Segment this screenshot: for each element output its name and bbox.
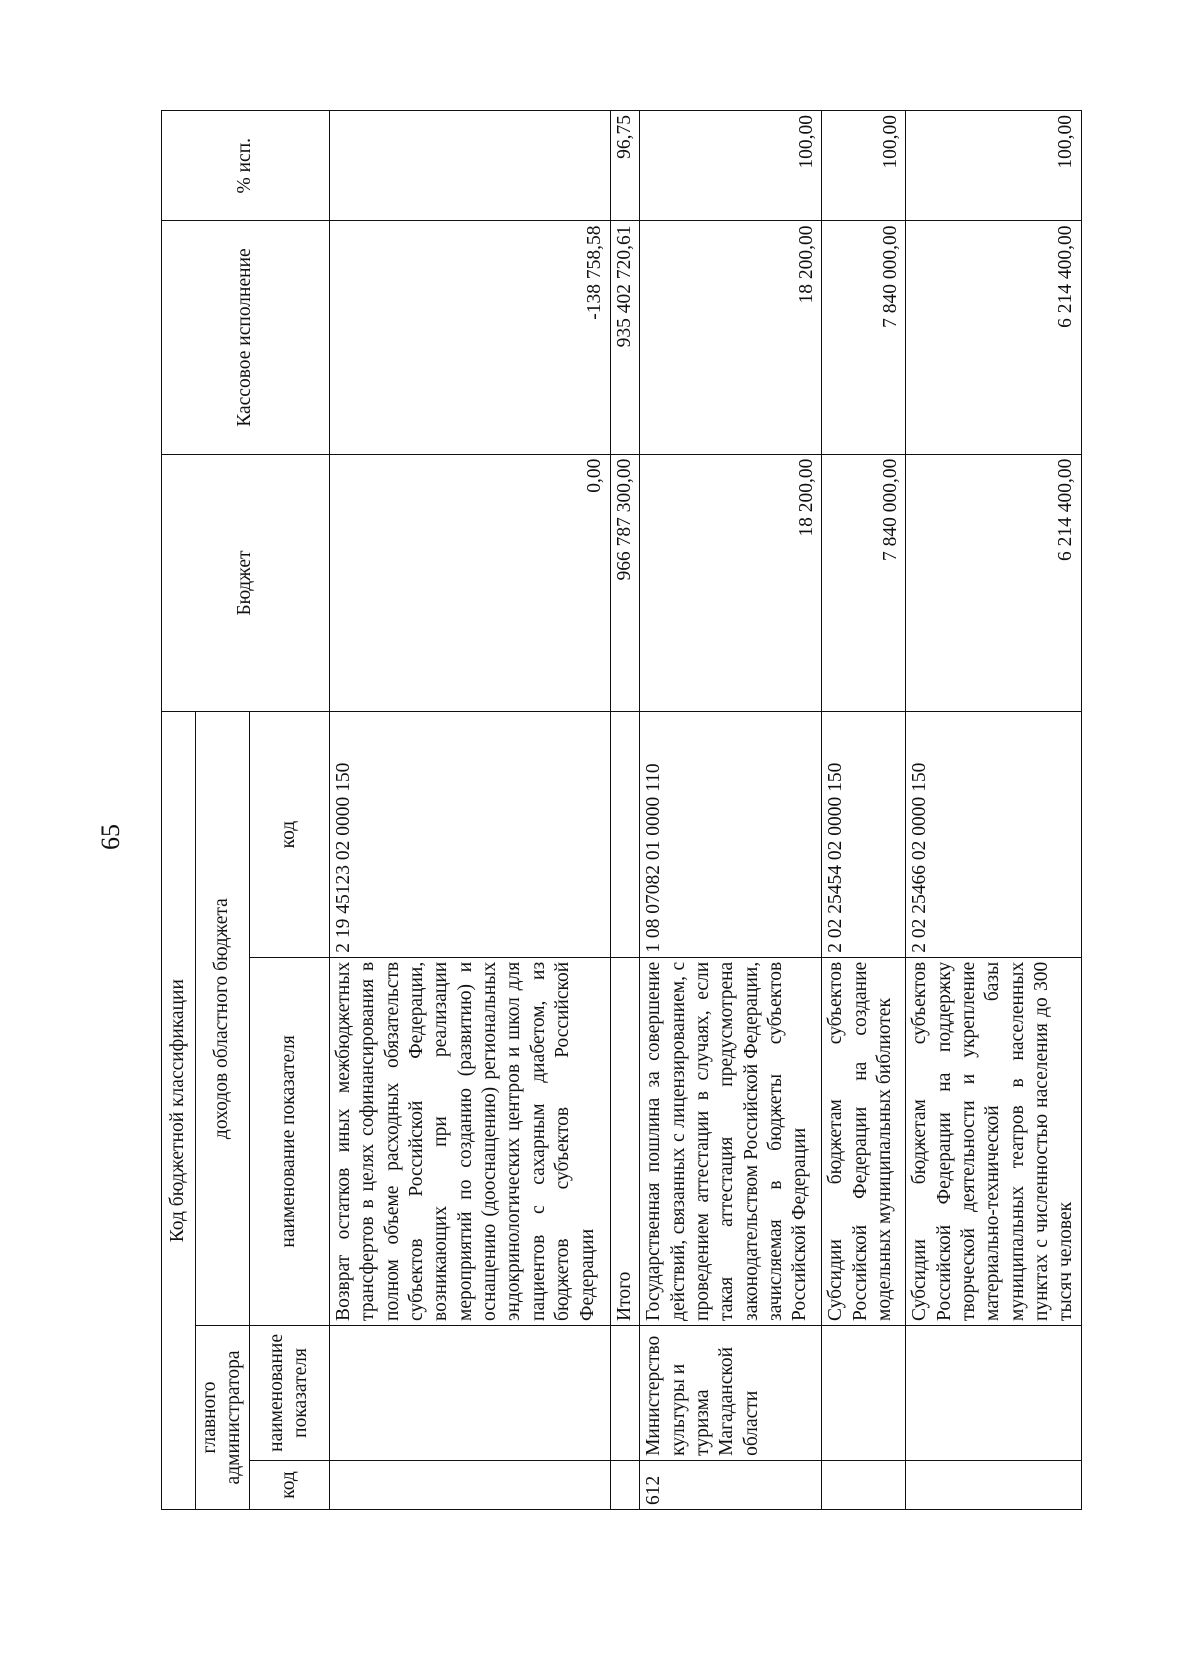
pct-header: % исп. (162, 111, 330, 221)
kbk-code-header: код (249, 712, 329, 957)
budget-table (161, 110, 1082, 1510)
cash-cell: -138 758,58 (329, 221, 610, 454)
admin-name-header: наименование показателя (249, 1325, 329, 1460)
total-label-cell: Итого (610, 957, 639, 1325)
indicator-name-cell: Субсидии бюджетам субъектов Российской Федерации на поддержку творческой деятельности и укрепление материально-технической базы муниципальных театров в населенных пунктах с численностью населения до 300 тысяч человек (906, 957, 1082, 1325)
admin-name-cell (610, 1325, 639, 1460)
pct-cell (329, 111, 610, 221)
table-row (640, 111, 822, 1510)
cash-total-cell: 935 402 720,61 (610, 221, 639, 454)
kbk-code-cell: 2 02 25466 02 0000 150 (906, 712, 1082, 957)
admin-name-cell: Министерство культуры и туризма Магаданской области (640, 1325, 822, 1460)
indicator-name-cell: Возврат остатков иных межбюджетных трансфертов в целях софинансирования в полном объеме расходных обязательств субъектов Российской Федерации, возникающих при реализации мероприятий по созданию (развитию) и оснащению (дооснащению) региональных эндокринологических центров и школ для пациентов с сахарным диабетом, из бюджетов субъектов Российской Федерации (329, 957, 610, 1325)
pct-cell: 100,00 (640, 111, 822, 221)
table-row (610, 111, 639, 1510)
kbk-code-cell: 1 08 07082 01 0000 110 (640, 712, 822, 957)
page-number: 65 (96, 824, 125, 850)
rotated-page (161, 110, 1076, 1510)
name-header: наименование показателя (249, 957, 329, 1325)
budget-header: Бюджет (162, 454, 330, 712)
cash-cell: 7 840 000,00 (822, 221, 906, 454)
admin-code-cell: 612 (640, 1460, 822, 1509)
indicator-name-cell: Субсидии бюджетам субъектов Российской Федерации на создание модельных муниципальных библиотек (822, 957, 906, 1325)
pct-total-cell: 96,75 (610, 111, 639, 221)
indicator-name-cell: Государственная пошлина за совершение действий, связанных с лицензированием, с проведением аттестации в случаях, если такая аттестация предусмотрена законодательством Российской Федерации, зачисляемая в бюджеты субъектов Российской Федерации (640, 957, 822, 1325)
budget-cell: 18 200,00 (640, 454, 822, 712)
table-row (329, 111, 610, 1510)
budget-cell: 6 214 400,00 (906, 454, 1082, 712)
cash-header: Кассовое исполнение (162, 221, 330, 454)
table-row (906, 111, 1082, 1510)
admin-name-cell (329, 1325, 610, 1460)
admin-name-cell (822, 1325, 906, 1460)
budget-cell: 0,00 (329, 454, 610, 712)
kbk-header: Код бюджетной классификации (162, 712, 196, 1510)
cash-cell: 18 200,00 (640, 221, 822, 454)
admin-code-cell (329, 1460, 610, 1509)
admin-code-cell (610, 1460, 639, 1509)
budget-cell: 7 840 000,00 (822, 454, 906, 712)
kbk-code-cell: 2 19 45123 02 0000 150 (329, 712, 610, 957)
kbk-code-cell (610, 712, 639, 957)
pct-cell: 100,00 (822, 111, 906, 221)
kbk-code-cell: 2 02 25454 02 0000 150 (822, 712, 906, 957)
admin-header: главного администратора (196, 1325, 250, 1509)
pct-cell: 100,00 (906, 111, 1082, 221)
admin-name-cell (906, 1325, 1082, 1460)
admin-code-cell (822, 1460, 906, 1509)
budget-total-cell: 966 787 300,00 (610, 454, 639, 712)
admin-code-cell (906, 1460, 1082, 1509)
code-header: код (249, 1460, 329, 1509)
cash-cell: 6 214 400,00 (906, 221, 1082, 454)
table-row (822, 111, 906, 1510)
income-header: доходов областного бюджета (196, 712, 250, 1326)
